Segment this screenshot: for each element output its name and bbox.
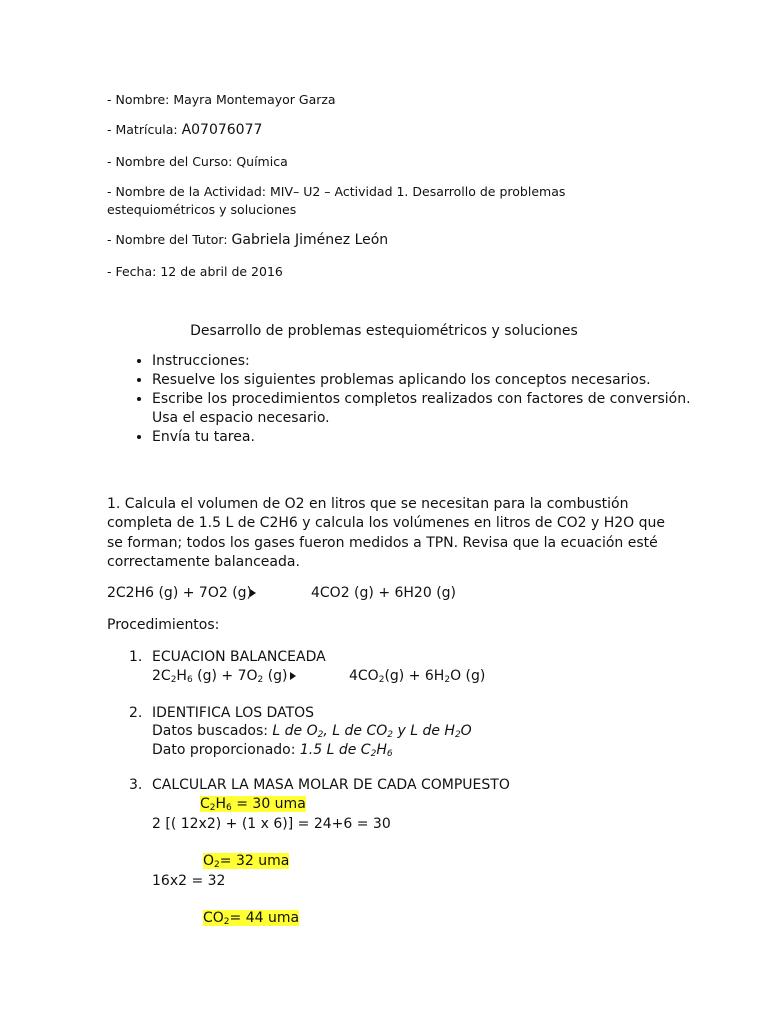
tutor-label: - Nombre del Tutor: (107, 232, 232, 247)
list-item: • Resuelve los siguientes problemas aplicando los conceptos necesarios. (152, 371, 712, 390)
step-1-title: ECUACION BALANCEADA (152, 649, 326, 665)
eq-text: O (g) (450, 668, 486, 684)
tutor (107, 232, 388, 248)
eq-text: = 44 uma (229, 910, 300, 926)
list-item: • Escribe los procedimientos completos realizados con factores de conversión. Usa el espacio necesario. (152, 390, 712, 428)
eq-sub: 2 (454, 730, 461, 740)
eq-sub: 6 (226, 803, 232, 813)
eq-text: C (200, 796, 210, 812)
step-1-equation-left (152, 668, 296, 684)
date: - Fecha: 12 de abril de 2016 (107, 264, 283, 279)
datos-buscados (152, 723, 472, 739)
c2h6-molar-mass (200, 796, 306, 812)
eq-text: = 30 uma (231, 796, 306, 812)
matricula (107, 122, 262, 138)
eq-text: H (215, 796, 227, 812)
problem-1-equation-right: 4CO2 (g) + 6H20 (g) (311, 585, 457, 601)
course-name: - Nombre del Curso: Química (107, 154, 288, 169)
eq-text: 2C (152, 668, 171, 684)
eq-text: O (203, 853, 215, 869)
eq-sub: 2 (444, 675, 451, 685)
eq-sub: 2 (387, 730, 394, 740)
eq-sub: 2 (370, 749, 377, 759)
eq-text: 1.5 L de C (299, 742, 371, 758)
eq-text: H (176, 668, 187, 684)
o2-molar-mass (203, 853, 289, 869)
dato-proporcionado (152, 742, 393, 758)
eq-text: (g) (263, 668, 288, 684)
eq-text: L de O (272, 723, 318, 739)
eq-text: (g) + 6H (384, 668, 445, 684)
eq-sub: 2 (378, 675, 385, 685)
eq-sub: 6 (386, 749, 393, 759)
eq-text: = 32 uma (219, 853, 290, 869)
matricula-value: A07076077 (181, 122, 263, 138)
eq-sub: 2 (214, 860, 220, 870)
eq-sub: 2 (257, 675, 264, 685)
problem-1-equation-left (107, 585, 256, 601)
o2-calculation: 16x2 = 32 (152, 873, 226, 889)
instructions-list (107, 352, 712, 447)
student-name: - Nombre: Mayra Montemayor Garza (107, 92, 336, 107)
step-2-title: IDENTIFICA LOS DATOS (152, 705, 315, 721)
eq-text: CO (203, 910, 224, 926)
highlight (203, 910, 299, 926)
step-1-equation-right (349, 668, 485, 684)
dato-proporcionado-label: Dato proporcionado: (152, 742, 300, 758)
activity-line-2: estequiométricos y soluciones (107, 202, 297, 217)
step-3-title: CALCULAR LA MASA MOLAR DE CADA COMPUESTO (152, 777, 510, 793)
eq-text: O (460, 723, 472, 739)
eq-sub: 6 (186, 675, 193, 685)
list-item: • Envía tu tarea. (152, 428, 712, 447)
step-1-number: 1. (129, 649, 143, 665)
eq-text: (g) + 7O (192, 668, 258, 684)
document-title: Desarrollo de problemas estequiométricos y soluciones (190, 323, 578, 339)
step-2-number: 2. (129, 705, 143, 721)
highlight (203, 853, 289, 869)
arrow-right-icon (290, 672, 296, 680)
arrow-right-icon (250, 589, 256, 597)
step-3-number: 3. (129, 777, 143, 793)
list-item: • Instrucciones: (152, 352, 712, 371)
problem-1-text: 1. Calcula el volumen de O2 en litros que se necesitan para la combustión completa de 1.5 L de C2H6 y calcula los volúmenes en litros de CO2 y H2O que se forman; todos los gases fueron medidos a TPN. Revisa que la ecuación esté correctamente balanceada. (107, 496, 666, 570)
eq-text: 4CO (349, 668, 379, 684)
procedimientos-label: Procedimientos: (107, 617, 220, 633)
eq-text: , L de CO (323, 723, 388, 739)
co2-molar-mass (203, 910, 299, 926)
eq-sub: 2 (223, 917, 230, 927)
eq-sub: 2 (209, 803, 216, 813)
c2h6-calculation: 2 [( 12x2) + (1 x 6)] = 24+6 = 30 (152, 816, 391, 832)
activity-line-1: - Nombre de la Actividad: MIV– U2 – Actividad 1. Desarrollo de problemas (107, 184, 566, 199)
eq-sub: 2 (317, 730, 324, 740)
eq-sub: 2 (170, 675, 177, 685)
highlight (200, 796, 306, 812)
equation-left: 2C2H6 (g) + 7O2 (g) (107, 585, 253, 601)
dato-proporcionado-value (300, 742, 393, 758)
eq-text: H (376, 742, 387, 758)
datos-buscados-label: Datos buscados: (152, 723, 273, 739)
matricula-label: - Matrícula: (107, 122, 182, 137)
tutor-value: Gabriela Jiménez León (231, 232, 389, 248)
datos-buscados-value (272, 723, 471, 739)
eq-text: y L de H (393, 723, 455, 739)
